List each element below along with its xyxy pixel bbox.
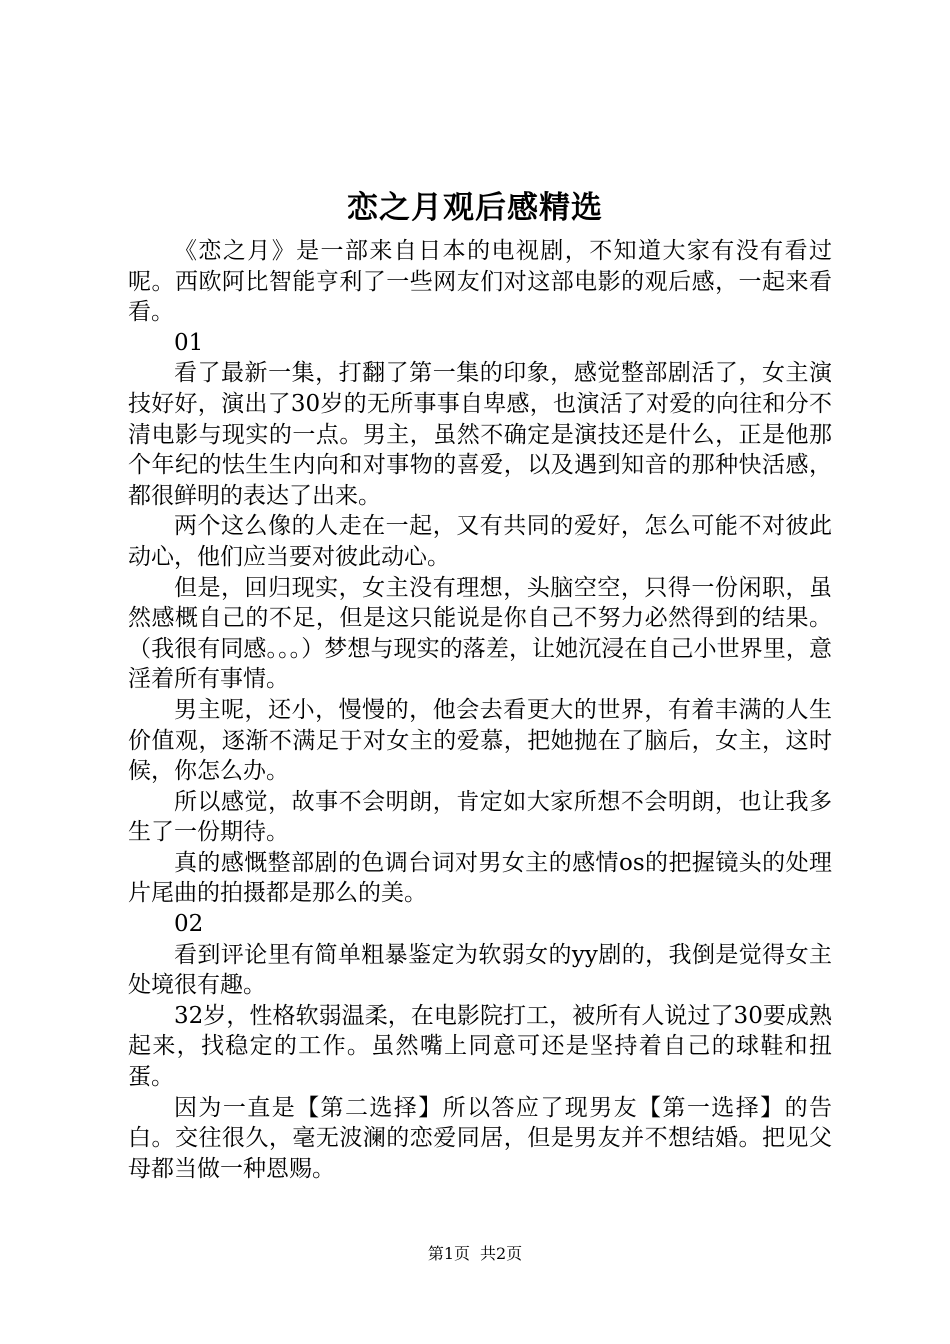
- paragraph: 32岁，性格软弱温柔，在电影院打工，被所有人说过了30要成熟起来，找稳定的工作。虽然嘴上同意可还是坚持着自己的球鞋和扭蛋。: [128, 1002, 832, 1091]
- paragraph: 看了最新一集，打翻了第一集的印象，感觉整部剧活了，女主演技好好，演出了30岁的无所事事自卑感，也演活了对爱的向往和分不清电影与现实的一点。男主，虽然不确定是演技还是什么，正是他那个年纪的怯生生内向和对事物的喜爱，以及遇到知音的那种快活感，都很鲜明的表达了出来。: [128, 360, 832, 509]
- document-body: [128, 236, 832, 1184]
- page-footer: [0, 1242, 950, 1266]
- document-title: 恋之月观后感精选: [347, 190, 603, 226]
- paragraph: 所以感觉，故事不会明朗，肯定如大家所想不会明朗，也让我多生了一份期待。: [128, 788, 832, 846]
- section-heading-01: 01: [174, 329, 204, 356]
- paragraph: 看到评论里有简单粗暴鉴定为软弱女的yy剧的，我倒是觉得女主处境很有趣。: [128, 941, 832, 999]
- paragraph: 两个这么像的人走在一起，又有共同的爱好，怎么可能不对彼此动心，他们应当要对彼此动心。: [128, 513, 832, 570]
- paragraph: 男主呢，还小，慢慢的，他会去看更大的世界，有着丰满的人生价值观，逐渐不满足于对女主的爱慕，把她抛在了脑后，女主，这时候，你怎么办。: [128, 696, 832, 785]
- paragraph: 但是，回归现实，女主没有理想，头脑空空，只得一份闲职，虽然感概自己的不足，但是这只能说是你自己不努力必然得到的结果。（我很有同感。。。）梦想与现实的落差，让她沉浸在自己小世界里，意淫着所有事情。: [128, 574, 832, 693]
- paragraph: 真的感慨整部剧的色调台词对男女主的感情os的把握镜头的处理片尾曲的拍摄都是那么的美。: [128, 849, 832, 907]
- page-total: 共2页: [480, 1244, 523, 1263]
- paragraph: 因为一直是【第二选择】所以答应了现男友【第一选择】的告白。交往很久，毫无波澜的恋爱同居，但是男友并不想结婚。把见父母都当做一种恩赐。: [128, 1094, 832, 1182]
- page-number: 第1页: [427, 1244, 470, 1263]
- section-heading-02: 02: [174, 911, 204, 938]
- paragraph-intro: 《恋之月》是一部来自日本的电视剧，不知道大家有没有看过呢。西欧阿比智能亨利了一些网友们对这部电影的观后感，一起来看看。: [128, 238, 832, 326]
